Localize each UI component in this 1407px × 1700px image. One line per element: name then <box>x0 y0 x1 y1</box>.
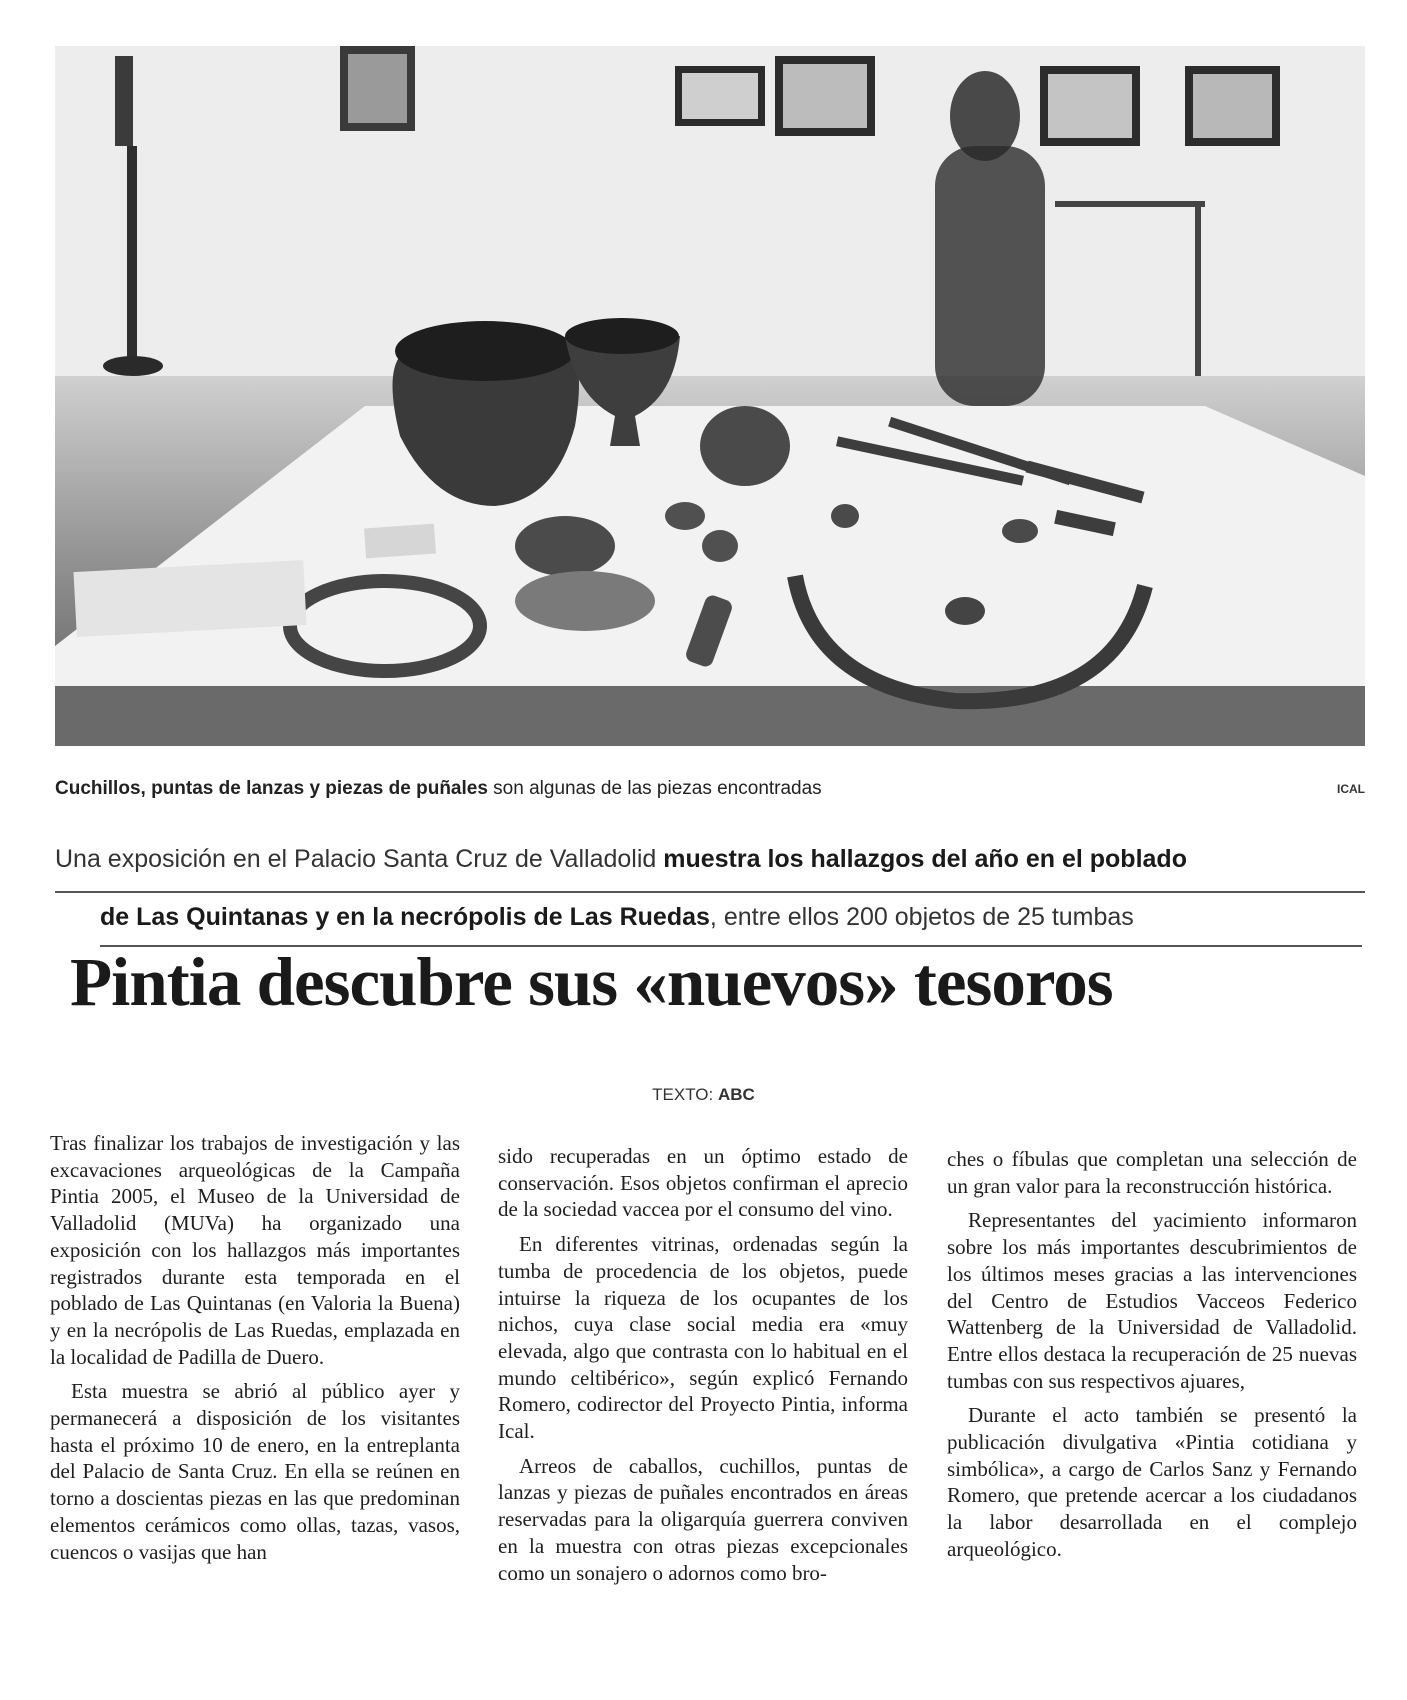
byline-label: TEXTO: <box>652 1085 718 1104</box>
paragraph: Durante el acto también se presentó la publicación divulgativa «Pintia cotidiana y simbólica», a cargo de Carlos Sanz y Fernando Romero, que pretende acercar a los ciudadanos la labor desarrollada en el complejo arqueológico. <box>947 1403 1357 1561</box>
paragraph: En diferentes vitrinas, ordenadas según la tumba de procedencia de los objetos, puede intuirse la riqueza de los ocupantes de los nichos, cuya clase social media era «muy elevada, algo que contrasta con lo habitual en el mundo celtibérico», según explicó Fernando Romero, codirector del Proyecto Pintia, informa Ical. <box>498 1232 908 1444</box>
paragraph: Representantes del yacimiento informaron sobre los más importantes descubrimientos de los últimos meses gracias a las intervenciones del Centro de Estudios Vacceos Federico Wattenberg de la Universidad de Valladolid. Entre ellos destaca la recuperación de 25 nuevas tumbas con sus respectivos ajuares, <box>947 1208 1357 1393</box>
paragraph: ches o fíbulas que completan una selección de un gran valor para la reconstrucción histórica. <box>947 1147 1357 1198</box>
subtitle-line-2-light: , entre ellos 200 objetos de 25 tumbas <box>709 903 1134 931</box>
article-column-2 <box>498 1143 908 1586</box>
photo-caption <box>55 778 1365 800</box>
caption-bold-text: Cuchillos, puntas de lanzas y piezas de puñales <box>55 778 488 799</box>
subtitle <box>55 845 1365 940</box>
byline-author: ABC <box>717 1085 755 1104</box>
exhibition-photo-illustration <box>55 46 1365 746</box>
paragraph: sido recuperadas en un óptimo estado de conservación. Esos objetos confirman el aprecio de la sociedad vaccea por el consumo del vino. <box>498 1144 908 1222</box>
article-column-1 <box>50 1130 460 1565</box>
article-column-3 <box>947 1146 1357 1563</box>
paragraph: Arreos de caballos, cuchillos, puntas de lanzas y piezas de puñales encontrados en áreas reservadas para la oligarquía guerrera conviven en la muestra con otras piezas excepcionales como un sonajero o adornos como bro- <box>498 1453 908 1585</box>
subtitle-line-2-bold: de Las Quintanas y en la necrópolis de Las Ruedas <box>100 903 710 931</box>
subtitle-line-1-light: Una exposición en el Palacio Santa Cruz de Valladolid <box>55 845 664 873</box>
subtitle-rule-1 <box>55 891 1365 893</box>
caption-text: son algunas de las piezas encontradas <box>487 778 822 799</box>
paragraph: Tras finalizar los trabajos de investigación y las excavaciones arqueológicas de la Campaña Pintia 2005, el Museo de la Universidad de Valladolid (MUVa) ha organizado una exposición con los hallazgos más importantes registrados durante esta temporada en el poblado de Las Quintanas (en Valoria la Buena) y en la necrópolis de Las Ruedas, emplazada en la localidad de Padilla de Duero. <box>50 1131 460 1369</box>
subtitle-line-1-bold: muestra los hallazgos del año en el poblado <box>663 845 1187 873</box>
photo-credit: ICAL <box>1337 782 1365 796</box>
article-photo <box>55 46 1365 746</box>
paragraph: Esta muestra se abrió al público ayer y permanecerá a disposición de los visitantes hasta el próximo 10 de enero, en la entreplanta del Palacio de Santa Cruz. En ella se reúnen en torno a doscientas piezas en las que predominan elementos cerámicos como ollas, tazas, vasos, cuencos o vasijas que han <box>50 1379 460 1564</box>
headline: Pintia descubre sus «nuevos» tesoros <box>70 944 1113 1020</box>
subtitle-line-2 <box>100 903 1134 932</box>
byline <box>0 1085 1407 1105</box>
subtitle-line-1 <box>55 845 1187 874</box>
